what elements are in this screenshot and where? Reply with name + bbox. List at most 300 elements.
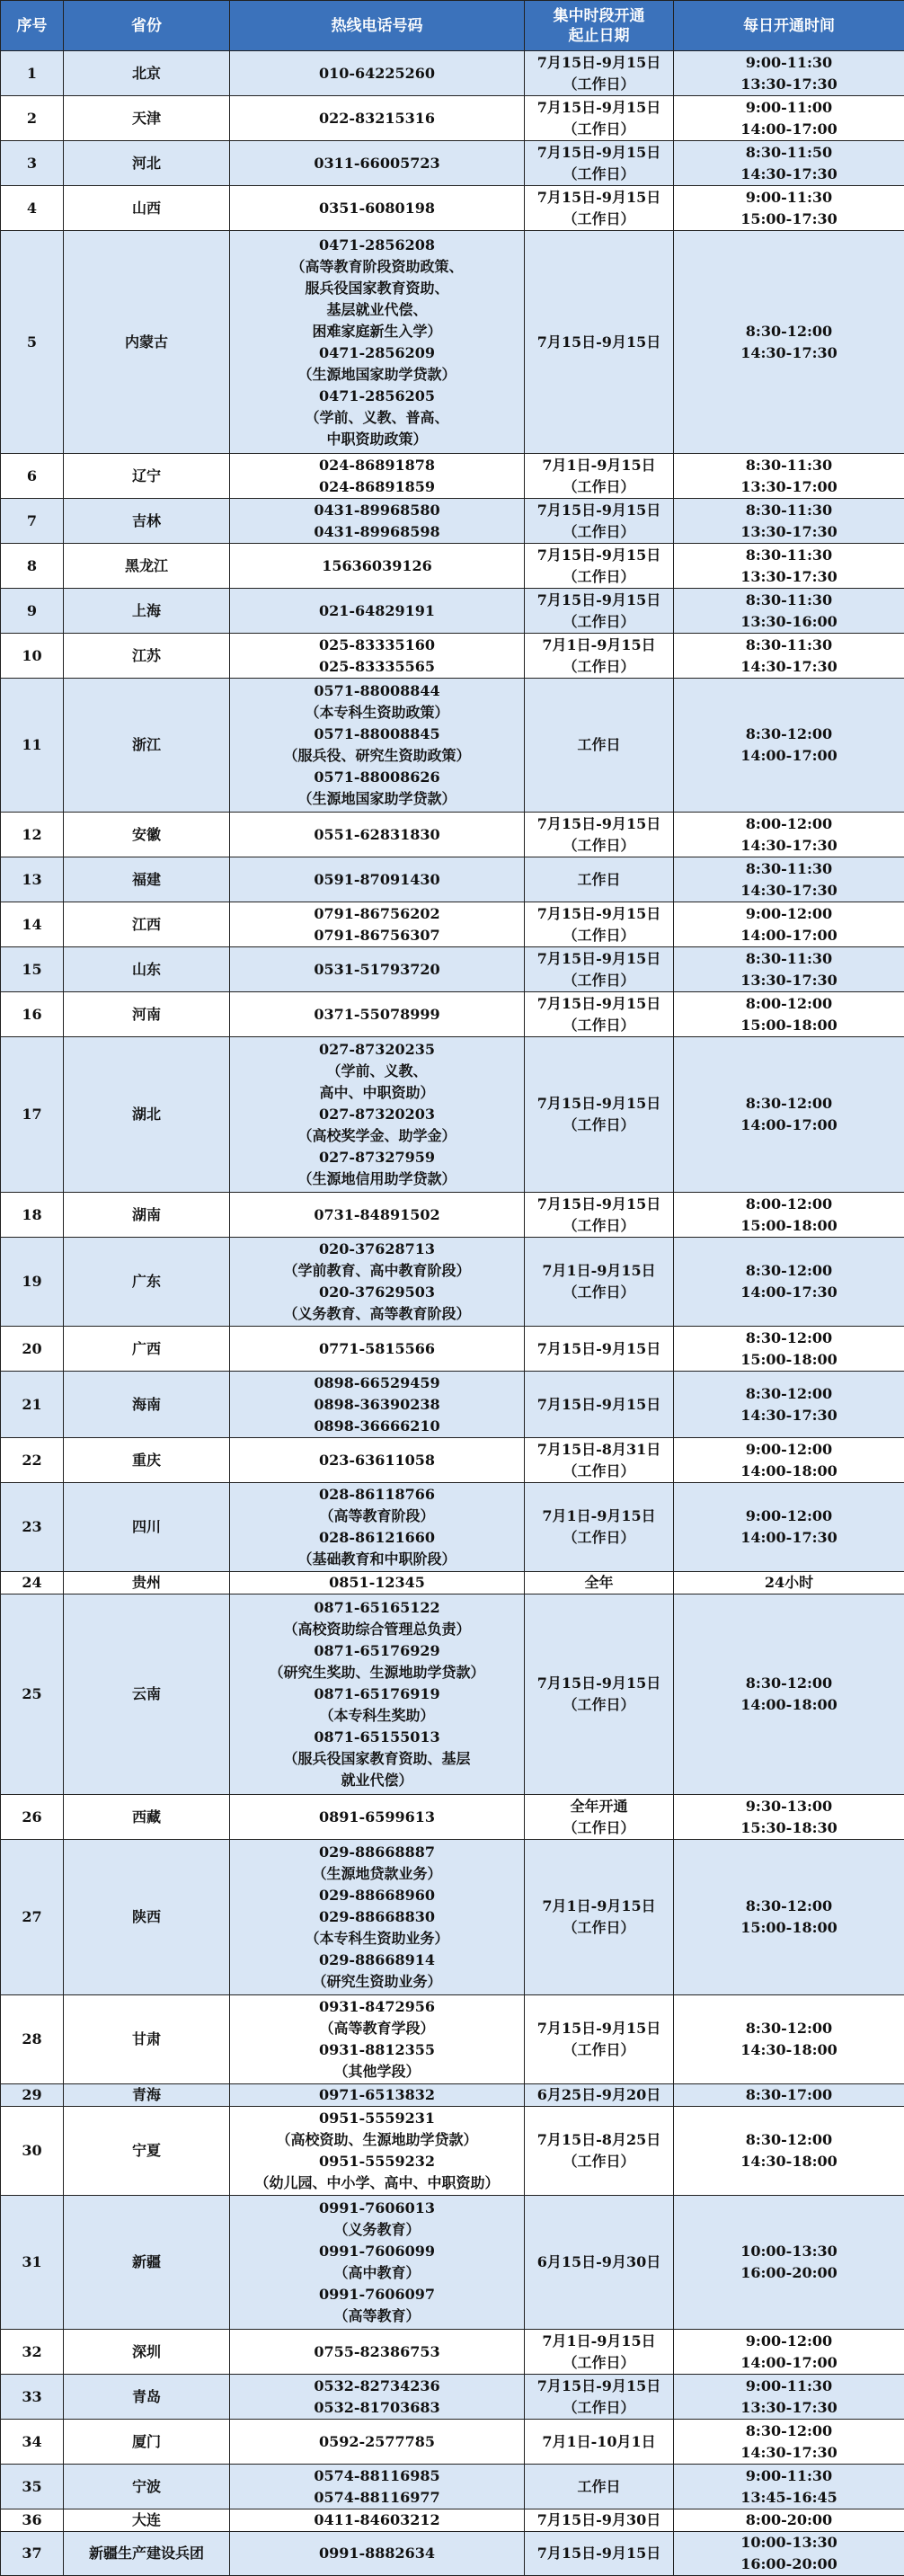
cell-phone bbox=[230, 1372, 525, 1438]
cell-hours bbox=[674, 813, 904, 857]
cell-dates-line: （工作日） bbox=[528, 1527, 669, 1549]
cell-index: 29 bbox=[1, 2084, 64, 2107]
cell-phone-line: 0431-89968580 bbox=[234, 500, 520, 521]
table-row bbox=[1, 1594, 904, 1795]
table-row bbox=[1, 813, 904, 857]
cell-hours-line: 9:00-11:30 bbox=[678, 52, 900, 74]
cell-hours-line: 8:30-11:30 bbox=[678, 590, 900, 611]
cell-phone-line: 0851-12345 bbox=[234, 1572, 520, 1594]
cell-province: 上海 bbox=[64, 589, 230, 634]
cell-hours bbox=[674, 231, 904, 454]
cell-dates-line: 7月15日-9月15日 bbox=[528, 142, 669, 164]
cell-phone-line: 0591-87091430 bbox=[234, 869, 520, 891]
cell-hours bbox=[674, 1238, 904, 1327]
cell-phone-line: 基层就业代偿、 bbox=[234, 299, 520, 321]
cell-index: 37 bbox=[1, 2532, 64, 2576]
cell-hours-line: 13:30-17:30 bbox=[678, 566, 900, 588]
cell-hours-line: 14:00-17:30 bbox=[678, 1527, 900, 1549]
cell-phone bbox=[230, 186, 525, 231]
cell-index: 3 bbox=[1, 141, 64, 186]
cell-hours-line: 9:00-12:00 bbox=[678, 1506, 900, 1527]
cell-index: 28 bbox=[1, 1995, 64, 2084]
cell-dates bbox=[525, 544, 674, 589]
cell-hours bbox=[674, 857, 904, 902]
cell-phone bbox=[230, 813, 525, 857]
cell-dates bbox=[525, 2509, 674, 2532]
table-row bbox=[1, 1995, 904, 2084]
cell-hours-line: 9:00-12:00 bbox=[678, 1439, 900, 1461]
cell-dates bbox=[525, 2196, 674, 2330]
cell-hours bbox=[674, 2465, 904, 2509]
cell-phone bbox=[230, 902, 525, 947]
cell-hours-line: 14:00-17:00 bbox=[678, 1115, 900, 1136]
cell-dates-line: （工作日） bbox=[528, 2352, 669, 2374]
table-header-row bbox=[1, 1, 904, 51]
cell-phone-line: 0791-86756307 bbox=[234, 925, 520, 946]
cell-index: 25 bbox=[1, 1594, 64, 1795]
cell-province: 北京 bbox=[64, 51, 230, 96]
cell-hours bbox=[674, 141, 904, 186]
cell-dates-line: （工作日） bbox=[528, 521, 669, 543]
cell-phone-line: 028-86121660 bbox=[234, 1527, 520, 1549]
cell-phone-line: （学前教育、高中教育阶段） bbox=[234, 1260, 520, 1282]
cell-hours bbox=[674, 186, 904, 231]
cell-dates-line: （工作日） bbox=[528, 1694, 669, 1716]
cell-hours bbox=[674, 454, 904, 499]
cell-phone-line: 029-88668887 bbox=[234, 1842, 520, 1863]
cell-phone-line: 0898-36666210 bbox=[234, 1416, 520, 1437]
cell-phone-line: 0891-6599613 bbox=[234, 1807, 520, 1828]
cell-hours-line: 8:30-12:00 bbox=[678, 2129, 900, 2151]
cell-index: 10 bbox=[1, 634, 64, 679]
cell-hours bbox=[674, 1438, 904, 1483]
cell-phone bbox=[230, 544, 525, 589]
cell-dates bbox=[525, 813, 674, 857]
cell-dates-line: （工作日） bbox=[528, 835, 669, 857]
cell-dates bbox=[525, 1037, 674, 1193]
cell-index: 32 bbox=[1, 2330, 64, 2375]
cell-dates-line: 7月15日-9月15日 bbox=[528, 948, 669, 970]
cell-hours bbox=[674, 947, 904, 992]
cell-hours bbox=[674, 499, 904, 544]
cell-hours bbox=[674, 679, 904, 813]
cell-phone-line: 0991-7606013 bbox=[234, 2198, 520, 2219]
table-row bbox=[1, 2420, 904, 2465]
cell-index: 18 bbox=[1, 1193, 64, 1238]
cell-index: 35 bbox=[1, 2465, 64, 2509]
cell-phone-line: 就业代偿） bbox=[234, 1770, 520, 1791]
cell-phone-line: 0951-5559231 bbox=[234, 2108, 520, 2129]
table-row bbox=[1, 679, 904, 813]
cell-hours-line: 14:30-17:30 bbox=[678, 1405, 900, 1426]
cell-phone bbox=[230, 679, 525, 813]
cell-hours bbox=[674, 1840, 904, 1995]
cell-phone-line: 0571-88008844 bbox=[234, 680, 520, 702]
cell-phone-line: 0471-2856205 bbox=[234, 386, 520, 407]
cell-phone-line: 0931-8472956 bbox=[234, 1996, 520, 2018]
cell-province: 福建 bbox=[64, 857, 230, 902]
cell-phone bbox=[230, 992, 525, 1037]
cell-dates-line: 7月15日-9月15日 bbox=[528, 1394, 669, 1416]
cell-dates-line: 7月15日-9月15日 bbox=[528, 545, 669, 566]
cell-phone-line: （基础教育和中职阶段） bbox=[234, 1549, 520, 1570]
cell-index: 31 bbox=[1, 2196, 64, 2330]
cell-hours-line: 8:30-11:30 bbox=[678, 455, 900, 476]
cell-province: 黑龙江 bbox=[64, 544, 230, 589]
header-dates bbox=[525, 1, 674, 51]
cell-hours-line: 8:30-12:00 bbox=[678, 1328, 900, 1349]
cell-dates-line: 7月1日-9月15日 bbox=[528, 455, 669, 476]
cell-dates-line: 7月15日-9月15日 bbox=[528, 52, 669, 74]
cell-phone-line: 0411-84603212 bbox=[234, 2509, 520, 2531]
cell-phone-line: 0991-7606097 bbox=[234, 2284, 520, 2305]
cell-dates bbox=[525, 2465, 674, 2509]
header-hours: 每日开通时间 bbox=[674, 1, 904, 51]
cell-phone-line: 0755-82386753 bbox=[234, 2341, 520, 2363]
cell-phone-line: 025-83335160 bbox=[234, 635, 520, 656]
cell-phone bbox=[230, 141, 525, 186]
table-row bbox=[1, 589, 904, 634]
cell-dates bbox=[525, 1372, 674, 1438]
cell-hours-line: 9:00-11:30 bbox=[678, 2376, 900, 2397]
cell-dates bbox=[525, 454, 674, 499]
cell-province: 内蒙古 bbox=[64, 231, 230, 454]
cell-phone-line: 0731-84891502 bbox=[234, 1204, 520, 1226]
cell-phone-line: （服兵役国家教育资助、基层 bbox=[234, 1748, 520, 1770]
cell-dates-line: 7月15日-9月15日 bbox=[528, 1673, 669, 1694]
cell-hours-line: 13:30-17:30 bbox=[678, 74, 900, 95]
cell-phone-line: （其他学段） bbox=[234, 2061, 520, 2083]
table-row bbox=[1, 2084, 904, 2107]
cell-phone-line: 服兵役国家教育资助、 bbox=[234, 278, 520, 299]
cell-hours bbox=[674, 1372, 904, 1438]
table-row bbox=[1, 1795, 904, 1840]
cell-dates bbox=[525, 499, 674, 544]
cell-dates-line: 7月15日-9月15日 bbox=[528, 1093, 669, 1115]
cell-dates bbox=[525, 857, 674, 902]
table-body bbox=[1, 51, 904, 2576]
cell-phone bbox=[230, 634, 525, 679]
cell-province: 吉林 bbox=[64, 499, 230, 544]
cell-hours-line: 14:00-17:00 bbox=[678, 925, 900, 946]
cell-dates-line: 7月15日-9月15日 bbox=[528, 1338, 669, 1360]
cell-dates-line: （工作日） bbox=[528, 1817, 669, 1839]
cell-index: 20 bbox=[1, 1327, 64, 1372]
cell-province: 辽宁 bbox=[64, 454, 230, 499]
cell-hours-line: 8:30-12:00 bbox=[678, 321, 900, 342]
cell-hours bbox=[674, 634, 904, 679]
cell-dates bbox=[525, 141, 674, 186]
cell-dates bbox=[525, 589, 674, 634]
cell-phone-line: （服兵役、研究生资助政策） bbox=[234, 745, 520, 767]
cell-index: 15 bbox=[1, 947, 64, 992]
cell-dates-line: （工作日） bbox=[528, 1282, 669, 1303]
cell-hours-line: 14:30-17:30 bbox=[678, 2442, 900, 2464]
cell-index: 23 bbox=[1, 1483, 64, 1572]
cell-phone bbox=[230, 1795, 525, 1840]
cell-hours-line: 14:30-17:30 bbox=[678, 164, 900, 185]
cell-phone-line: 028-86118766 bbox=[234, 1484, 520, 1506]
cell-dates-line: 7月15日-9月15日 bbox=[528, 1194, 669, 1215]
table-row bbox=[1, 499, 904, 544]
table-row bbox=[1, 2509, 904, 2532]
cell-phone bbox=[230, 2465, 525, 2509]
cell-index: 8 bbox=[1, 544, 64, 589]
cell-hours-line: 8:30-12:00 bbox=[678, 1383, 900, 1405]
cell-hours bbox=[674, 1594, 904, 1795]
cell-dates-line: （工作日） bbox=[528, 1461, 669, 1482]
cell-phone bbox=[230, 1438, 525, 1483]
header-index: 序号 bbox=[1, 1, 64, 51]
cell-phone bbox=[230, 2509, 525, 2532]
cell-index: 11 bbox=[1, 679, 64, 813]
cell-phone-line: 0571-88008626 bbox=[234, 767, 520, 788]
table-row bbox=[1, 1572, 904, 1594]
cell-hours-line: 9:00-11:30 bbox=[678, 2465, 900, 2487]
cell-dates-line: （工作日） bbox=[528, 566, 669, 588]
table-row bbox=[1, 902, 904, 947]
cell-dates-line: （工作日） bbox=[528, 925, 669, 946]
cell-phone-line: （生源地国家助学贷款） bbox=[234, 364, 520, 386]
cell-index: 2 bbox=[1, 96, 64, 141]
cell-province: 广东 bbox=[64, 1238, 230, 1327]
cell-hours-line: 8:30-11:30 bbox=[678, 545, 900, 566]
table-row bbox=[1, 1238, 904, 1327]
cell-hours-line: 24小时 bbox=[678, 1572, 900, 1594]
cell-province: 安徽 bbox=[64, 813, 230, 857]
cell-hours-line: 14:30-17:30 bbox=[678, 656, 900, 678]
cell-province: 甘肃 bbox=[64, 1995, 230, 2084]
cell-hours-line: 13:30-17:30 bbox=[678, 970, 900, 991]
cell-phone-line: （幼儿园、中小学、高中、中职资助） bbox=[234, 2172, 520, 2194]
cell-phone bbox=[230, 947, 525, 992]
cell-hours-line: 8:30-12:00 bbox=[678, 1896, 900, 1917]
cell-phone-line: 高中、中职资助） bbox=[234, 1082, 520, 1104]
cell-hours-line: 14:30-18:00 bbox=[678, 2151, 900, 2172]
cell-hours-line: 14:00-17:30 bbox=[678, 1282, 900, 1303]
cell-phone-line: 0991-8882634 bbox=[234, 2543, 520, 2564]
cell-dates bbox=[525, 51, 674, 96]
cell-hours-line: 8:30-12:00 bbox=[678, 1673, 900, 1694]
cell-phone-line: （义务教育） bbox=[234, 2219, 520, 2241]
cell-hours-line: 15:00-17:30 bbox=[678, 209, 900, 230]
cell-dates-line: 7月1日-9月15日 bbox=[528, 1260, 669, 1282]
cell-hours-line: 9:00-11:30 bbox=[678, 187, 900, 209]
cell-index: 4 bbox=[1, 186, 64, 231]
cell-hours bbox=[674, 2532, 904, 2576]
cell-province: 江苏 bbox=[64, 634, 230, 679]
cell-phone bbox=[230, 51, 525, 96]
cell-phone-line: 0471-2856209 bbox=[234, 342, 520, 364]
cell-phone-line: 0532-82734236 bbox=[234, 2376, 520, 2397]
cell-phone-line: 0871-65165122 bbox=[234, 1597, 520, 1619]
cell-dates-line: （工作日） bbox=[528, 1015, 669, 1036]
cell-hours-line: 9:00-12:00 bbox=[678, 903, 900, 925]
cell-hours-line: 8:30-11:30 bbox=[678, 948, 900, 970]
cell-province: 山西 bbox=[64, 186, 230, 231]
cell-index: 17 bbox=[1, 1037, 64, 1193]
cell-phone-line: 0898-66529459 bbox=[234, 1372, 520, 1394]
cell-dates bbox=[525, 992, 674, 1037]
table-row bbox=[1, 2330, 904, 2375]
cell-phone-line: （本专科生资助政策） bbox=[234, 702, 520, 724]
cell-phone-line: 0871-65176929 bbox=[234, 1640, 520, 1662]
cell-dates-line: （工作日） bbox=[528, 970, 669, 991]
cell-index: 16 bbox=[1, 992, 64, 1037]
cell-province: 新疆生产建设兵团 bbox=[64, 2532, 230, 2576]
table-row bbox=[1, 454, 904, 499]
cell-dates bbox=[525, 2420, 674, 2465]
cell-phone bbox=[230, 2532, 525, 2576]
table-row bbox=[1, 2375, 904, 2420]
cell-phone-line: 0551-62831830 bbox=[234, 824, 520, 846]
cell-phone-line: 中职资助政策） bbox=[234, 429, 520, 450]
cell-phone-line: （学前、义教、 bbox=[234, 1061, 520, 1082]
cell-index: 36 bbox=[1, 2509, 64, 2532]
cell-hours bbox=[674, 2375, 904, 2420]
cell-hours bbox=[674, 1795, 904, 1840]
cell-phone-line: （高等教育阶段） bbox=[234, 1506, 520, 1527]
cell-hours-line: 8:30-12:00 bbox=[678, 724, 900, 745]
cell-index: 5 bbox=[1, 231, 64, 454]
cell-hours-line: 16:00-20:00 bbox=[678, 2262, 900, 2284]
cell-dates-line: 7月15日-9月15日 bbox=[528, 97, 669, 119]
cell-hours-line: 15:00-18:00 bbox=[678, 1015, 900, 1036]
cell-phone-line: （高校奖学金、助学金） bbox=[234, 1125, 520, 1147]
cell-dates-line: （工作日） bbox=[528, 611, 669, 633]
cell-dates bbox=[525, 1238, 674, 1327]
cell-hours bbox=[674, 2084, 904, 2107]
cell-phone-line: 0531-51793720 bbox=[234, 959, 520, 981]
cell-hours-line: 13:45-16:45 bbox=[678, 2487, 900, 2509]
cell-phone-line: 0532-81703683 bbox=[234, 2397, 520, 2419]
cell-hours-line: 10:00-13:30 bbox=[678, 2241, 900, 2262]
cell-phone-line: 0371-55078999 bbox=[234, 1004, 520, 1026]
cell-phone-line: 0898-36390238 bbox=[234, 1394, 520, 1416]
cell-hours bbox=[674, 1483, 904, 1572]
cell-phone bbox=[230, 1840, 525, 1995]
header-dates-line2: 起止日期 bbox=[528, 26, 669, 46]
cell-dates-line: （工作日） bbox=[528, 209, 669, 230]
cell-phone-line: （生源地信用助学贷款） bbox=[234, 1168, 520, 1190]
cell-province: 天津 bbox=[64, 96, 230, 141]
cell-dates-line: （工作日） bbox=[528, 164, 669, 185]
cell-phone bbox=[230, 1193, 525, 1238]
cell-phone-line: 024-86891859 bbox=[234, 476, 520, 498]
cell-index: 19 bbox=[1, 1238, 64, 1327]
cell-hours-line: 9:00-11:00 bbox=[678, 97, 900, 119]
cell-phone bbox=[230, 1572, 525, 1594]
cell-phone-line: 0951-5559232 bbox=[234, 2151, 520, 2172]
cell-phone-line: 027-87320203 bbox=[234, 1104, 520, 1125]
cell-dates bbox=[525, 2107, 674, 2196]
cell-province: 新疆 bbox=[64, 2196, 230, 2330]
cell-dates bbox=[525, 2532, 674, 2576]
cell-index: 1 bbox=[1, 51, 64, 96]
table-row bbox=[1, 544, 904, 589]
cell-index: 12 bbox=[1, 813, 64, 857]
cell-dates-line: （工作日） bbox=[528, 2151, 669, 2172]
cell-hours-line: 9:30-13:00 bbox=[678, 1796, 900, 1817]
cell-hours bbox=[674, 2420, 904, 2465]
table-row bbox=[1, 51, 904, 96]
cell-dates-line: （工作日） bbox=[528, 656, 669, 678]
cell-dates bbox=[525, 1795, 674, 1840]
cell-dates-line: 7月15日-9月15日 bbox=[528, 500, 669, 521]
cell-province: 河南 bbox=[64, 992, 230, 1037]
cell-phone bbox=[230, 2196, 525, 2330]
cell-phone-line: 0351-6080198 bbox=[234, 198, 520, 219]
cell-index: 24 bbox=[1, 1572, 64, 1594]
cell-phone-line: 023-63611058 bbox=[234, 1450, 520, 1471]
cell-province: 浙江 bbox=[64, 679, 230, 813]
cell-dates-line: 7月15日-9月30日 bbox=[528, 2509, 669, 2531]
cell-hours-line: 14:00-18:00 bbox=[678, 1694, 900, 1716]
cell-phone-line: （本专科生奖助） bbox=[234, 1705, 520, 1727]
cell-dates-line: 7月1日-9月15日 bbox=[528, 2331, 669, 2352]
cell-hours-line: 14:00-17:00 bbox=[678, 119, 900, 140]
cell-phone bbox=[230, 1238, 525, 1327]
table-row bbox=[1, 1438, 904, 1483]
cell-index: 7 bbox=[1, 499, 64, 544]
cell-phone bbox=[230, 1483, 525, 1572]
cell-phone-line: 0574-88116977 bbox=[234, 2487, 520, 2509]
cell-phone-line: 0471-2856208 bbox=[234, 235, 520, 256]
table-row bbox=[1, 1483, 904, 1572]
cell-phone-line: 0311-66005723 bbox=[234, 153, 520, 174]
table-row bbox=[1, 947, 904, 992]
cell-phone bbox=[230, 1327, 525, 1372]
cell-phone bbox=[230, 1594, 525, 1795]
cell-dates-line: 7月1日-9月15日 bbox=[528, 1896, 669, 1917]
cell-dates bbox=[525, 2330, 674, 2375]
table-row bbox=[1, 1037, 904, 1193]
cell-hours-line: 10:00-13:30 bbox=[678, 2532, 900, 2554]
cell-dates-line: 6月15日-9月30日 bbox=[528, 2252, 669, 2273]
cell-index: 30 bbox=[1, 2107, 64, 2196]
cell-hours-line: 14:00-17:00 bbox=[678, 2352, 900, 2374]
cell-phone bbox=[230, 2330, 525, 2375]
cell-hours-line: 14:00-18:00 bbox=[678, 1461, 900, 1482]
cell-hours-line: 15:00-18:00 bbox=[678, 1215, 900, 1237]
cell-dates bbox=[525, 96, 674, 141]
cell-phone bbox=[230, 231, 525, 454]
cell-hours-line: 8:30-12:00 bbox=[678, 2421, 900, 2442]
cell-province: 青岛 bbox=[64, 2375, 230, 2420]
cell-dates-line: 7月15日-9月15日 bbox=[528, 2376, 669, 2397]
table-row bbox=[1, 2532, 904, 2576]
table-row bbox=[1, 1372, 904, 1438]
cell-phone-line: 0431-89968598 bbox=[234, 521, 520, 543]
table-row bbox=[1, 1840, 904, 1995]
cell-dates bbox=[525, 2375, 674, 2420]
cell-dates-line: 7月15日-9月15日 bbox=[528, 590, 669, 611]
cell-hours bbox=[674, 2330, 904, 2375]
cell-hours-line: 15:30-18:30 bbox=[678, 1817, 900, 1839]
cell-index: 13 bbox=[1, 857, 64, 902]
cell-province: 河北 bbox=[64, 141, 230, 186]
cell-hours-line: 8:30-12:00 bbox=[678, 1260, 900, 1282]
cell-phone bbox=[230, 1037, 525, 1193]
cell-hours bbox=[674, 589, 904, 634]
cell-hours-line: 15:00-18:00 bbox=[678, 1917, 900, 1939]
cell-phone-line: （高校资助综合管理总负责） bbox=[234, 1619, 520, 1640]
cell-hours bbox=[674, 2196, 904, 2330]
cell-dates bbox=[525, 1572, 674, 1594]
cell-phone-line: 0871-65176919 bbox=[234, 1683, 520, 1705]
cell-hours-line: 8:00-12:00 bbox=[678, 1194, 900, 1215]
table-row bbox=[1, 141, 904, 186]
